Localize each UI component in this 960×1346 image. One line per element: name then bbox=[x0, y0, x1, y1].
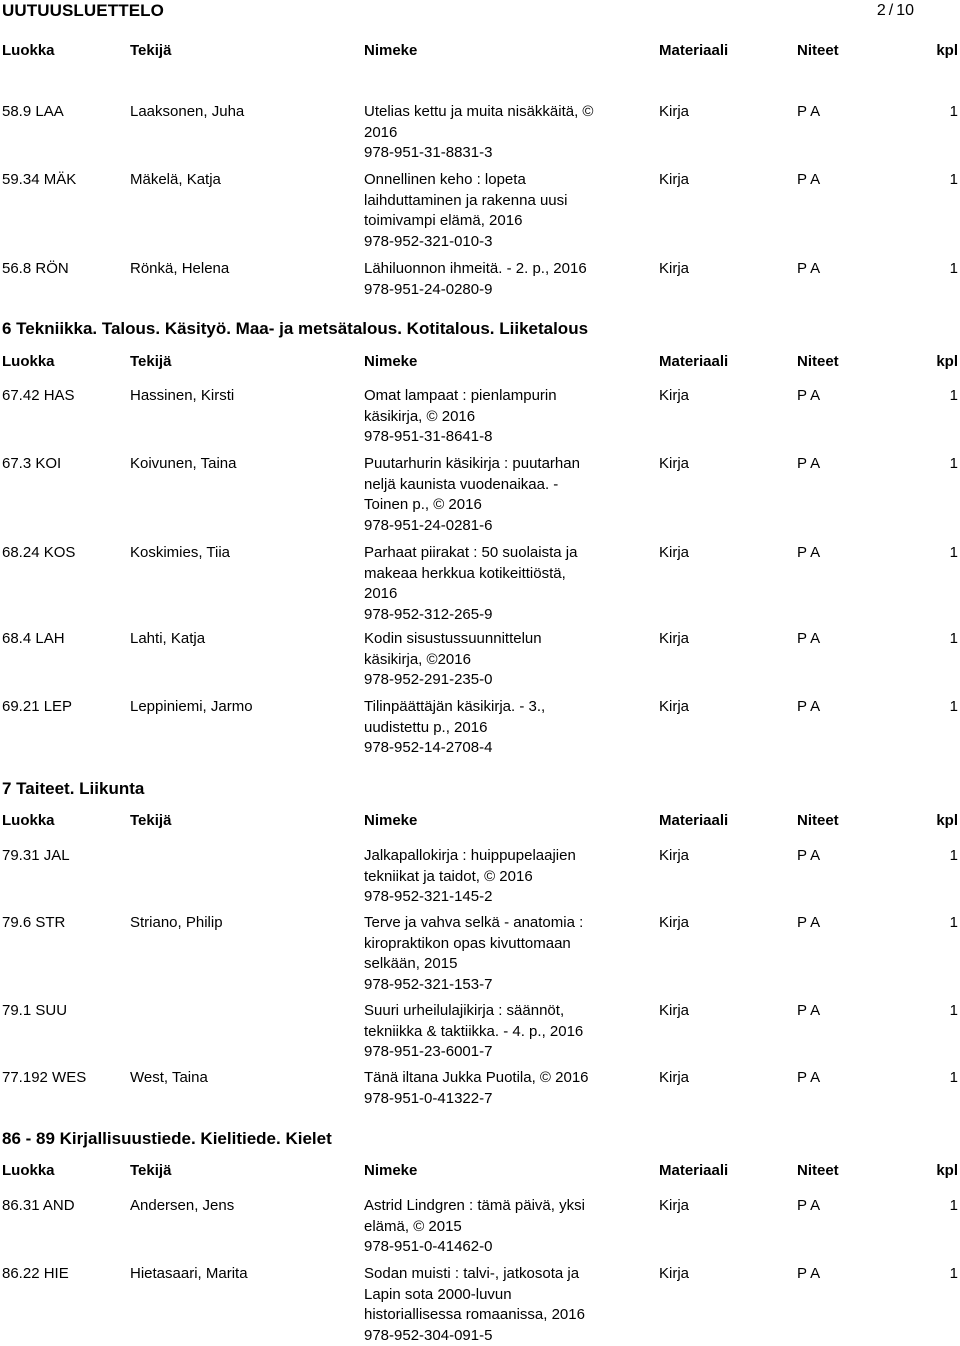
title-line: neljä kaunista vuodenaikaa. - bbox=[364, 475, 626, 496]
title-line: 978-951-0-41462-0 bbox=[364, 1237, 626, 1258]
cell-nimeke bbox=[364, 1196, 626, 1258]
cell-niteet: P A bbox=[797, 913, 820, 934]
cell-luokka: 59.34 MÄK bbox=[2, 170, 76, 191]
column-header-row bbox=[0, 812, 960, 832]
column-header-materiaali: Materiaali bbox=[659, 1162, 728, 1179]
column-header-niteet: Niteet bbox=[797, 1162, 839, 1179]
cell-luokka: 67.3 KOI bbox=[2, 454, 61, 475]
column-header-luokka: Luokka bbox=[2, 812, 55, 829]
cell-luokka: 79.6 STR bbox=[2, 913, 65, 934]
page-current: 2 bbox=[877, 2, 886, 19]
title-line: 978-952-312-265-9 bbox=[364, 605, 626, 626]
cell-kpl: 1 bbox=[950, 1068, 958, 1089]
title-line: Parhaat piirakat : 50 suolaista ja bbox=[364, 543, 626, 564]
cell-niteet: P A bbox=[797, 1068, 820, 1089]
title-line: Terve ja vahva selkä - anatomia : bbox=[364, 913, 626, 934]
column-header-niteet: Niteet bbox=[797, 812, 839, 829]
cell-materiaali: Kirja bbox=[659, 1001, 689, 1022]
cell-kpl: 1 bbox=[950, 629, 958, 650]
title-line: Utelias kettu ja muita nisäkkäitä, © bbox=[364, 102, 626, 123]
column-header-tekija: Tekijä bbox=[130, 1162, 171, 1179]
title-line: 978-951-24-0281-6 bbox=[364, 516, 626, 537]
cell-tekija: Andersen, Jens bbox=[130, 1196, 234, 1217]
cell-luokka: 56.8 RÖN bbox=[2, 259, 69, 280]
title-line: tekniikka & taktiikka. - 4. p., 2016 bbox=[364, 1022, 626, 1043]
cell-tekija: Hietasaari, Marita bbox=[130, 1264, 248, 1285]
column-header-nimeke: Nimeke bbox=[364, 353, 417, 370]
column-header-kpl: kpl bbox=[936, 812, 958, 829]
column-header-luokka: Luokka bbox=[2, 353, 55, 370]
cell-niteet: P A bbox=[797, 170, 820, 191]
cell-materiaali: Kirja bbox=[659, 543, 689, 564]
cell-materiaali: Kirja bbox=[659, 913, 689, 934]
cell-kpl: 1 bbox=[950, 1196, 958, 1217]
title-line: 978-951-31-8831-3 bbox=[364, 143, 626, 164]
title-line: Jalkapallokirja : huippupelaajien bbox=[364, 846, 626, 867]
cell-materiaali: Kirja bbox=[659, 454, 689, 475]
title-line: Puutarhurin käsikirja : puutarhan bbox=[364, 454, 626, 475]
title-line: toimivampi elämä, 2016 bbox=[364, 211, 626, 232]
title-line: uudistettu p., 2016 bbox=[364, 718, 626, 739]
cell-tekija: Lahti, Katja bbox=[130, 629, 205, 650]
title-line: makeaa herkkua kotikeittiöstä, bbox=[364, 564, 626, 585]
cell-niteet: P A bbox=[797, 629, 820, 650]
title-line: tekniikat ja taidot, © 2016 bbox=[364, 867, 626, 888]
title-line: 978-951-24-0280-9 bbox=[364, 280, 626, 301]
section-heading: 7 Taiteet. Liikunta bbox=[2, 779, 144, 799]
cell-luokka: 77.192 WES bbox=[2, 1068, 86, 1089]
cell-nimeke bbox=[364, 102, 626, 164]
title-line: Lähiluonnon ihmeitä. - 2. p., 2016 bbox=[364, 259, 626, 280]
cell-nimeke bbox=[364, 543, 626, 625]
cell-tekija: Koskimies, Tiia bbox=[130, 543, 230, 564]
title-line: Sodan muisti : talvi-, jatkosota ja bbox=[364, 1264, 626, 1285]
cell-luokka: 67.42 HAS bbox=[2, 386, 75, 407]
column-header-nimeke: Nimeke bbox=[364, 1162, 417, 1179]
title-line: selkään, 2015 bbox=[364, 954, 626, 975]
cell-kpl: 1 bbox=[950, 543, 958, 564]
cell-nimeke bbox=[364, 386, 626, 448]
title-line: kiropraktikon opas kivuttomaan bbox=[364, 934, 626, 955]
title-line: 978-952-304-091-5 bbox=[364, 1326, 626, 1346]
column-header-luokka: Luokka bbox=[2, 42, 55, 59]
title-line: 2016 bbox=[364, 584, 626, 605]
cell-niteet: P A bbox=[797, 846, 820, 867]
column-header-row bbox=[0, 1162, 960, 1182]
title-line: Kodin sisustussuunnittelun bbox=[364, 629, 626, 650]
title-line: käsikirja, ©2016 bbox=[364, 650, 626, 671]
column-header-kpl: kpl bbox=[936, 42, 958, 59]
title-line: käsikirja, © 2016 bbox=[364, 407, 626, 428]
title-line: 978-951-31-8641-8 bbox=[364, 427, 626, 448]
cell-nimeke bbox=[364, 1264, 626, 1346]
cell-luokka: 69.21 LEP bbox=[2, 697, 72, 718]
cell-tekija: West, Taina bbox=[130, 1068, 208, 1089]
cell-kpl: 1 bbox=[950, 454, 958, 475]
column-header-nimeke: Nimeke bbox=[364, 42, 417, 59]
cell-nimeke bbox=[364, 913, 626, 995]
cell-tekija: Leppiniemi, Jarmo bbox=[130, 697, 253, 718]
title-line: 978-952-291-235-0 bbox=[364, 670, 626, 691]
cell-materiaali: Kirja bbox=[659, 846, 689, 867]
cell-nimeke bbox=[364, 170, 626, 252]
title-line: 978-951-23-6001-7 bbox=[364, 1042, 626, 1063]
title-line: Toinen p., © 2016 bbox=[364, 495, 626, 516]
page-separator: / bbox=[889, 2, 893, 19]
column-header-tekija: Tekijä bbox=[130, 353, 171, 370]
cell-kpl: 1 bbox=[950, 1264, 958, 1285]
cell-niteet: P A bbox=[797, 386, 820, 407]
cell-materiaali: Kirja bbox=[659, 1196, 689, 1217]
cell-nimeke bbox=[364, 846, 626, 908]
cell-niteet: P A bbox=[797, 697, 820, 718]
title-line: laihduttaminen ja rakenna uusi bbox=[364, 191, 626, 212]
cell-tekija: Laaksonen, Juha bbox=[130, 102, 244, 123]
title-line: 978-952-14-2708-4 bbox=[364, 738, 626, 759]
cell-tekija: Striano, Philip bbox=[130, 913, 223, 934]
title-line: 978-952-321-010-3 bbox=[364, 232, 626, 253]
column-header-tekija: Tekijä bbox=[130, 812, 171, 829]
cell-niteet: P A bbox=[797, 102, 820, 123]
cell-kpl: 1 bbox=[950, 170, 958, 191]
title-line: elämä, © 2015 bbox=[364, 1217, 626, 1238]
cell-nimeke bbox=[364, 259, 626, 300]
cell-materiaali: Kirja bbox=[659, 697, 689, 718]
cell-luokka: 86.22 HIE bbox=[2, 1264, 69, 1285]
title-line: 978-951-0-41322-7 bbox=[364, 1089, 626, 1110]
section-heading: 86 - 89 Kirjallisuustiede. Kielitiede. Kielet bbox=[2, 1129, 332, 1149]
cell-niteet: P A bbox=[797, 543, 820, 564]
cell-luokka: 79.1 SUU bbox=[2, 1001, 67, 1022]
cell-nimeke bbox=[364, 1001, 626, 1063]
column-header-row bbox=[0, 42, 960, 62]
column-header-niteet: Niteet bbox=[797, 42, 839, 59]
column-header-materiaali: Materiaali bbox=[659, 812, 728, 829]
title-line: Astrid Lindgren : tämä päivä, yksi bbox=[364, 1196, 626, 1217]
column-header-kpl: kpl bbox=[936, 353, 958, 370]
cell-luokka: 58.9 LAA bbox=[2, 102, 64, 123]
title-line: 978-952-321-145-2 bbox=[364, 887, 626, 908]
title-line: Onnellinen keho : lopeta bbox=[364, 170, 626, 191]
cell-kpl: 1 bbox=[950, 913, 958, 934]
column-header-row bbox=[0, 353, 960, 373]
cell-niteet: P A bbox=[797, 1001, 820, 1022]
cell-tekija: Rönkä, Helena bbox=[130, 259, 229, 280]
cell-luokka: 68.4 LAH bbox=[2, 629, 65, 650]
title-line: historiallisessa romaanissa, 2016 bbox=[364, 1305, 626, 1326]
column-header-materiaali: Materiaali bbox=[659, 42, 728, 59]
cell-nimeke bbox=[364, 1068, 626, 1109]
column-header-luokka: Luokka bbox=[2, 1162, 55, 1179]
cell-materiaali: Kirja bbox=[659, 386, 689, 407]
column-header-tekija: Tekijä bbox=[130, 42, 171, 59]
cell-nimeke bbox=[364, 454, 626, 536]
title-line: Suuri urheilulajikirja : säännöt, bbox=[364, 1001, 626, 1022]
column-header-niteet: Niteet bbox=[797, 353, 839, 370]
cell-kpl: 1 bbox=[950, 846, 958, 867]
cell-kpl: 1 bbox=[950, 102, 958, 123]
cell-nimeke bbox=[364, 697, 626, 759]
cell-materiaali: Kirja bbox=[659, 102, 689, 123]
document-title: UUTUUSLUETTELO bbox=[2, 1, 164, 21]
cell-materiaali: Kirja bbox=[659, 1068, 689, 1089]
cell-kpl: 1 bbox=[950, 1001, 958, 1022]
section-heading: 6 Tekniikka. Talous. Käsityö. Maa- ja metsätalous. Kotitalous. Liiketalous bbox=[2, 319, 588, 339]
title-line: Tänä iltana Jukka Puotila, © 2016 bbox=[364, 1068, 626, 1089]
cell-kpl: 1 bbox=[950, 386, 958, 407]
title-line: Omat lampaat : pienlampurin bbox=[364, 386, 626, 407]
page-number bbox=[877, 2, 914, 20]
page-total: 10 bbox=[896, 2, 914, 19]
cell-materiaali: Kirja bbox=[659, 1264, 689, 1285]
cell-tekija: Koivunen, Taina bbox=[130, 454, 236, 475]
cell-kpl: 1 bbox=[950, 697, 958, 718]
column-header-materiaali: Materiaali bbox=[659, 353, 728, 370]
cell-luokka: 79.31 JAL bbox=[2, 846, 70, 867]
cell-materiaali: Kirja bbox=[659, 259, 689, 280]
cell-materiaali: Kirja bbox=[659, 170, 689, 191]
cell-niteet: P A bbox=[797, 1196, 820, 1217]
cell-luokka: 86.31 AND bbox=[2, 1196, 75, 1217]
column-header-nimeke: Nimeke bbox=[364, 812, 417, 829]
title-line: Lapin sota 2000-luvun bbox=[364, 1285, 626, 1306]
title-line: 2016 bbox=[364, 123, 626, 144]
cell-nimeke bbox=[364, 629, 626, 691]
column-header-kpl: kpl bbox=[936, 1162, 958, 1179]
cell-niteet: P A bbox=[797, 454, 820, 475]
cell-niteet: P A bbox=[797, 1264, 820, 1285]
title-line: 978-952-321-153-7 bbox=[364, 975, 626, 996]
cell-kpl: 1 bbox=[950, 259, 958, 280]
cell-tekija: Mäkelä, Katja bbox=[130, 170, 221, 191]
cell-luokka: 68.24 KOS bbox=[2, 543, 75, 564]
cell-tekija: Hassinen, Kirsti bbox=[130, 386, 234, 407]
cell-materiaali: Kirja bbox=[659, 629, 689, 650]
cell-niteet: P A bbox=[797, 259, 820, 280]
title-line: Tilinpäättäjän käsikirja. - 3., bbox=[364, 697, 626, 718]
